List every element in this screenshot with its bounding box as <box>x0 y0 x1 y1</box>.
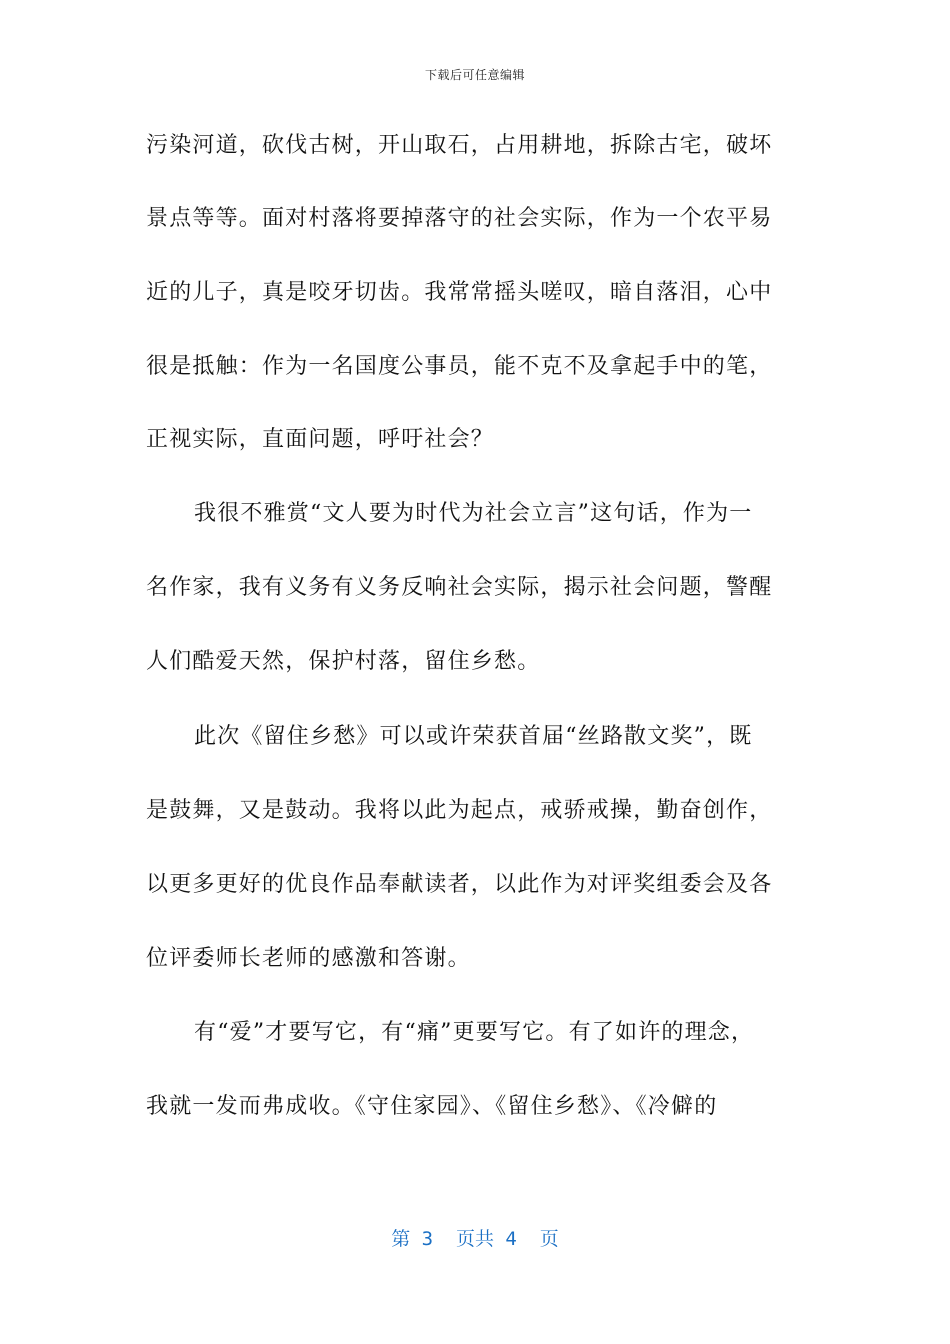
text-line: 人们酷爱天然，保护村落，留住乡愁。 <box>146 649 541 674</box>
text-line: 景点等等。面对村落将要掉落守的社会实际，作为一个农平易 <box>146 206 773 231</box>
text-line: 此次《留住乡愁》可以或许荣获首届“丝路散文奖”，既 <box>194 724 753 749</box>
page-number-footer: 第 3 页共 4 页 <box>391 1228 559 1250</box>
text-line: 是鼓舞，又是鼓动。我将以此为起点，戒骄戒操，勤奋创作， <box>146 798 773 823</box>
text-line: 名作家，我有义务有义务反响社会实际，揭示社会问题，警醒 <box>146 575 773 600</box>
text-line: 我很不雅赏“文人要为时代为社会立言”这句话，作为一 <box>194 501 753 526</box>
text-line: 正视实际，直面问题，呼吁社会？ <box>146 427 495 452</box>
text-line: 近的儿子，真是咬牙切齿。我常常摇头嗟叹，暗自落泪，心中 <box>146 280 773 305</box>
text-line: 位评委师长老师的感激和答谢。 <box>146 946 471 971</box>
text-line: 污染河道，砍伐古树，开山取石，占用耕地，拆除古宅，破坏 <box>146 133 773 158</box>
text-line: 很是抵触：作为一名国度公事员，能不克不及拿起手中的笔， <box>146 354 773 379</box>
page-header: 下载后可任意编辑 <box>424 68 525 82</box>
text-line: 以更多更好的优良作品奉献读者，以此作为对评奖组委会及各 <box>146 872 773 897</box>
text-line: 我就一发而弗成收。《守住家园》、《留住乡愁》、《冷僻的 <box>146 1094 718 1119</box>
text-line: 有“爱”才要写它，有“痛”更要写它。有了如许的理念， <box>194 1020 755 1045</box>
